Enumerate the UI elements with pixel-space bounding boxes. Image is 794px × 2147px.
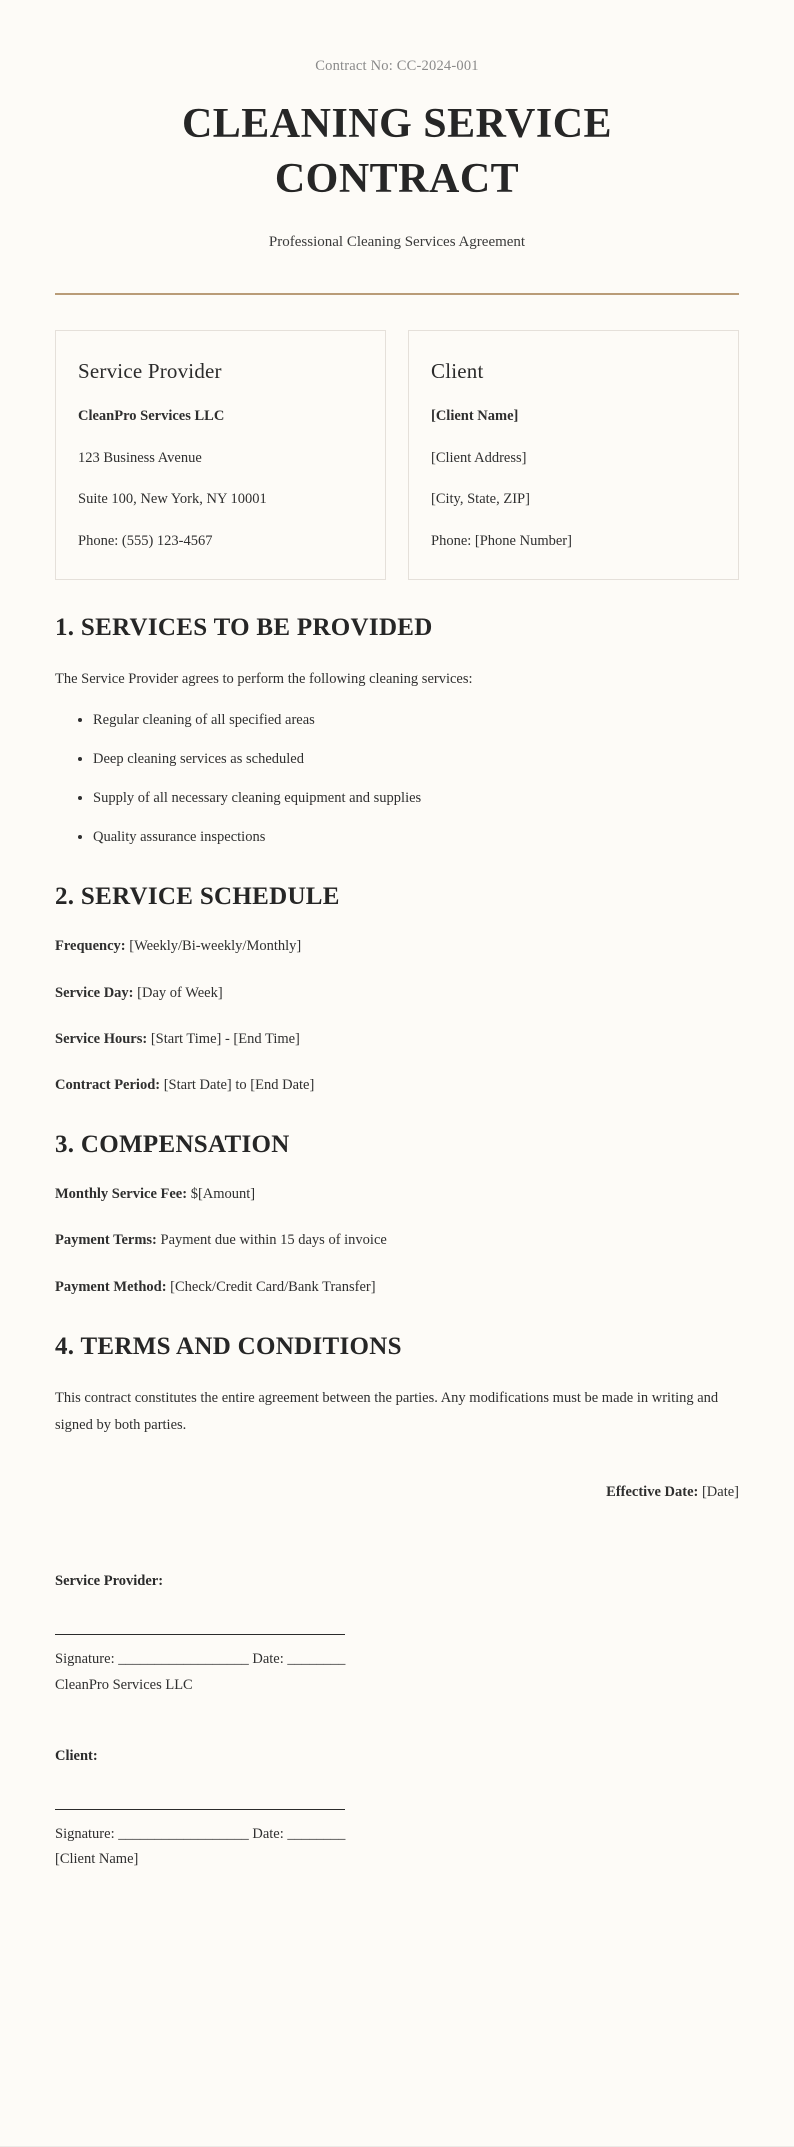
service-provider-box: [55, 330, 386, 580]
contract-number: Contract No: CC-2024-001: [315, 58, 479, 74]
provider-signature-line: [55, 1647, 385, 1672]
client-address-line2: [City, State, ZIP]: [431, 491, 530, 508]
service-provider-heading: Service Provider: [78, 358, 222, 383]
client-heading: Client: [431, 358, 484, 383]
schedule-field-service-day: [55, 982, 739, 1005]
client-signature-line: [55, 1822, 385, 1847]
effective-date-label: Effective Date:: [606, 1484, 699, 1501]
provider-signature-rule: [55, 1634, 345, 1635]
page-title: CLEANING SERVICE CONTRACT: [181, 101, 613, 203]
services-list: [55, 709, 739, 850]
field-label: Payment Method:: [55, 1278, 167, 1295]
service-provider-address-line2: Suite 100, New York, NY 10001: [78, 491, 267, 508]
list-item: • Quality assurance inspections: [93, 826, 739, 849]
effective-date: [55, 1484, 739, 1501]
client-date-blank[interactable]: ________: [287, 1825, 346, 1842]
field-value: [Start Date] to [End Date]: [163, 1077, 315, 1093]
parties-row: [55, 330, 739, 580]
provider-signature-party-name: CleanPro Services LLC: [55, 1676, 193, 1693]
service-provider-name: CleanPro Services LLC: [78, 407, 225, 424]
schedule-field-contract-period: [55, 1074, 739, 1097]
provider-signature-label: Signature:: [55, 1651, 115, 1668]
client-signature-party-name: [Client Name]: [55, 1851, 139, 1868]
provider-signature-blank[interactable]: __________________: [118, 1651, 249, 1668]
section-compensation: [55, 1131, 739, 1299]
document-subtitle: Professional Cleaning Services Agreement: [268, 233, 526, 250]
client-phone: Phone: [Phone Number]: [431, 533, 572, 550]
provider-signature-role-label: Service Provider:: [55, 1573, 164, 1590]
section-services-title: 1. SERVICES TO BE PROVIDED: [55, 613, 433, 641]
field-label: Monthly Service Fee:: [55, 1186, 188, 1203]
field-label: Payment Terms:: [55, 1232, 157, 1249]
provider-date-blank[interactable]: ________: [287, 1651, 346, 1668]
provider-signature-block: [55, 1573, 739, 1693]
field-value: [Weekly/Bi-weekly/Monthly]: [129, 938, 302, 955]
client-signature-role-label: Client:: [55, 1747, 98, 1764]
field-label: Service Hours:: [55, 1030, 148, 1047]
section-terms-body: This contract constitutes the entire agreement between the parties. Any modifications must be made in writing and signed by both parties.: [55, 1389, 719, 1433]
client-signature-blank[interactable]: __________________: [118, 1825, 249, 1842]
list-item: • Deep cleaning services as scheduled: [93, 748, 739, 771]
signature-section: [55, 1573, 739, 1868]
schedule-field-frequency: [55, 935, 739, 958]
effective-date-value: [Date]: [701, 1484, 739, 1501]
field-label: Contract Period:: [55, 1077, 161, 1093]
service-provider-phone: Phone: (555) 123-4567: [78, 533, 213, 550]
client-signature-rule: [55, 1809, 345, 1810]
compensation-field-monthly-fee: [55, 1183, 739, 1206]
section-terms-title: 4. TERMS AND CONDITIONS: [55, 1332, 402, 1360]
field-value: [Start Time] - [End Time]: [150, 1030, 300, 1047]
header-divider: [55, 293, 739, 295]
compensation-field-payment-terms: [55, 1229, 739, 1252]
client-signature-label: Signature:: [55, 1825, 115, 1842]
field-value: $[Amount]: [190, 1186, 256, 1203]
section-schedule-title: 2. SERVICE SCHEDULE: [55, 883, 340, 911]
list-item: • Regular cleaning of all specified areas: [93, 709, 739, 732]
section-compensation-title: 3. COMPENSATION: [55, 1131, 290, 1159]
list-item: • Supply of all necessary cleaning equipment and supplies: [93, 787, 739, 810]
section-schedule: [55, 883, 739, 1097]
provider-date-label: Date:: [252, 1651, 284, 1668]
field-value: [Day of Week]: [137, 984, 223, 1001]
signature-spacer: [55, 1706, 739, 1748]
service-provider-address-line1: 123 Business Avenue: [78, 449, 202, 466]
client-name: [Client Name]: [431, 407, 519, 424]
compensation-field-payment-method: [55, 1276, 739, 1299]
field-value: Payment due within 15 days of invoice: [160, 1232, 387, 1249]
section-services: [55, 614, 739, 850]
client-signature-block: [55, 1748, 739, 1868]
document-header: [55, 58, 739, 295]
section-services-intro: The Service Provider agrees to perform the following cleaning services:: [55, 670, 473, 687]
field-label: Frequency:: [55, 938, 126, 955]
field-label: Service Day:: [55, 984, 134, 1001]
client-box: [408, 330, 739, 580]
field-value: [Check/Credit Card/Bank Transfer]: [170, 1278, 376, 1295]
client-address-line1: [Client Address]: [431, 449, 527, 466]
section-terms: [55, 1333, 739, 1502]
schedule-field-service-hours: [55, 1028, 739, 1051]
client-date-label: Date:: [252, 1825, 284, 1842]
